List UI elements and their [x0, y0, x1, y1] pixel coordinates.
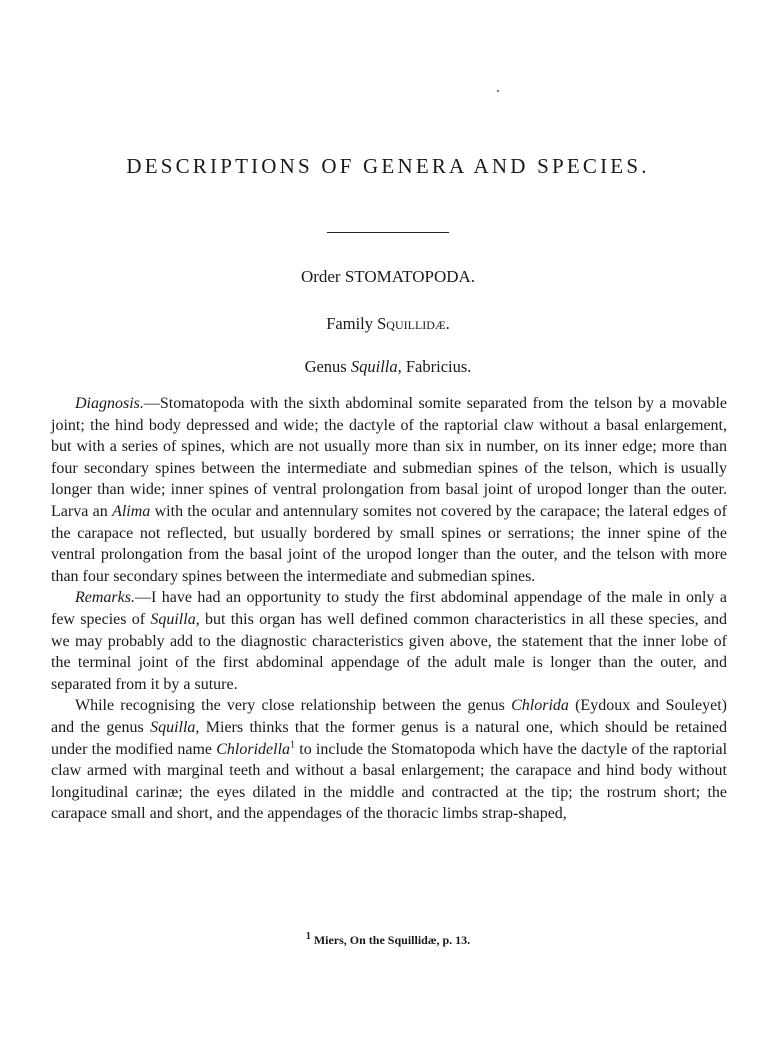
print-speck [497, 90, 499, 92]
genus-author: Fabricius. [401, 357, 472, 376]
order-heading: Order STOMATOPODA. [300, 267, 476, 286]
diagnosis-text-1: —Stomatopoda with the sixth abdominal somite separated from the telson by a movable joint; the hind body depressed and wide; the dactyle of the raptorial claw without a basal enlargement, but with a series of spines, which are not usually more than six in number, on its inner edge; more than four secondary spines between the intermediate and submedian spines of the telson, which is usually longer than wide; inner spines of ventral prolongation from basal joint of uropod longer than the outer. Larva an [51, 395, 727, 520]
family-heading [0, 312, 776, 336]
p3-squilla: Squilla, [150, 718, 200, 736]
relationship-paragraph [51, 695, 727, 825]
footnote-reference: 1 [290, 739, 296, 751]
remarks-label: Remarks. [75, 589, 135, 607]
family-prefix: Family [326, 314, 378, 333]
p3-text-2: (Eydoux and Souleyet) and the genus [51, 697, 728, 736]
footnote [0, 932, 776, 948]
diagnosis-text-2: with the ocular and antennulary somites not covered by the carapace; the lateral edges of the carapace not reflected, but usually bordered by small spines or serrations; the inner spine of the ventral prolongation from the basal joint of the uropod longer than the outer, and the telson with more than four secondary spines between the intermediate and submedian spines. [51, 502, 728, 585]
p3-chlorida: Chlorida [511, 697, 569, 715]
remarks-genus-name: Squilla, [150, 610, 200, 628]
title-divider [327, 232, 449, 233]
larva-name: Alima [112, 502, 151, 520]
footnote-mark: 1 [305, 931, 311, 942]
body-text [51, 393, 727, 825]
remarks-text-1: —I have had an opportunity to study the first abdominal appendage of the male in only a few species of [51, 589, 727, 628]
diagnosis-paragraph [51, 393, 727, 587]
page-title: DESCRIPTIONS OF GENERA AND SPECIES. [126, 154, 650, 178]
family-name: Squillidæ. [377, 314, 450, 333]
p3-text-3: Miers thinks that the former genus is a natural one, which should be retained under the modified name [51, 718, 727, 758]
diagnosis-label: Diagnosis. [75, 395, 144, 412]
genus-heading [0, 355, 776, 379]
p3-text-4: to include the Stomatopoda which have the dactyle of the raptorial claw armed with marginal teeth and without a basal enlargement; the carapace and hind body without longitudinal carinæ; the eyes dilated in the middle and contracted at the tip; the rostrum short; the carapace small and short, and the appendages of the thoracic limbs strap-shaped, [51, 740, 728, 823]
p3-chloridella: Chloridella [216, 740, 291, 758]
p3-text-1: While recognising the very close relationship between the genus [75, 697, 512, 715]
footnote-text: Miers, On the Squillidæ, p. 13. [310, 933, 471, 947]
remarks-text-2: but this organ has well defined common characteristics in all these species, and we may probably add to the diagnostic characteristics given above, the statement that the inner lobe of the terminal joint of the first abdominal appendage of the adult male is longer than the outer, and separated from it by a suture. [51, 610, 727, 693]
genus-prefix: Genus [304, 357, 351, 376]
genus-name: Squilla, [350, 357, 402, 376]
remarks-paragraph [51, 587, 727, 695]
